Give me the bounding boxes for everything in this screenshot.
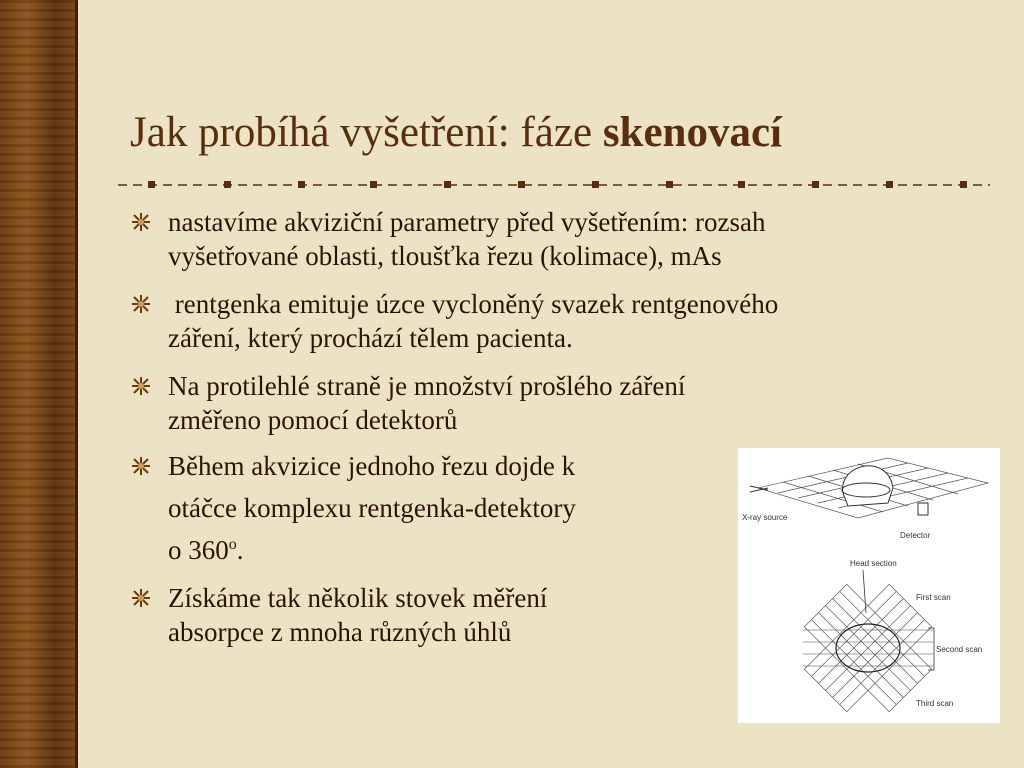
title-divider	[118, 178, 990, 192]
bullet-line	[168, 530, 244, 565]
degree-value: o 360	[168, 535, 229, 565]
bullet-line: absorpce z mnoha různých úhlů	[168, 617, 512, 647]
label-first-scan: First scan	[916, 593, 951, 602]
label-detector: Detector	[900, 531, 931, 540]
bullet-line: Získáme tak několik stovek měření	[168, 583, 548, 613]
bullet-item	[130, 445, 778, 571]
bullet-item	[130, 205, 778, 273]
title-regular-text: Jak probíhá vyšetření: fáze	[130, 109, 603, 156]
label-second-scan: Second scan	[936, 645, 983, 654]
star-bullet-icon	[130, 375, 152, 397]
bullet-item	[130, 369, 778, 437]
bullet-item	[130, 287, 778, 355]
title-bold-text: skenovací	[602, 109, 782, 156]
bullet-line: Na protilehlé straně je množství prošlého záření	[168, 371, 686, 401]
star-bullet-icon	[130, 293, 152, 315]
bullet-line: rentgenka emituje úzce vycloněný svazek rentgenového	[168, 289, 779, 319]
star-bullet-icon	[130, 211, 152, 233]
scan-grid-icon	[803, 584, 933, 711]
label-xray-source: X-ray source	[742, 513, 788, 522]
star-bullet-icon	[130, 455, 152, 477]
head-icon	[842, 466, 893, 506]
label-head-section: Head section	[850, 559, 897, 568]
ct-scan-diagram	[738, 448, 1000, 723]
bullet-line: nastavíme akviziční parametry před vyšetřením: rozsah	[168, 207, 766, 237]
decorative-wood-strip	[0, 0, 78, 768]
degree-superscript: o	[228, 536, 237, 553]
label-third-scan: Third scan	[916, 699, 954, 708]
star-bullet-icon	[130, 587, 152, 609]
bullet-line: otáčce komplexu rentgenka-detektory	[168, 493, 576, 523]
bullet-line: záření, který prochází tělem pacienta.	[168, 323, 573, 353]
bullet-line: změřeno pomocí detektorů	[168, 405, 458, 435]
bullet-line: vyšetřované oblasti, tloušťka řezu (kolimace), mAs	[168, 241, 722, 271]
bullet-item	[130, 581, 778, 649]
degree-period: .	[236, 535, 244, 565]
bullet-list	[130, 205, 778, 649]
bullet-line: Během akvizice jednoho řezu dojde k	[168, 451, 576, 481]
slide-title	[130, 108, 782, 157]
